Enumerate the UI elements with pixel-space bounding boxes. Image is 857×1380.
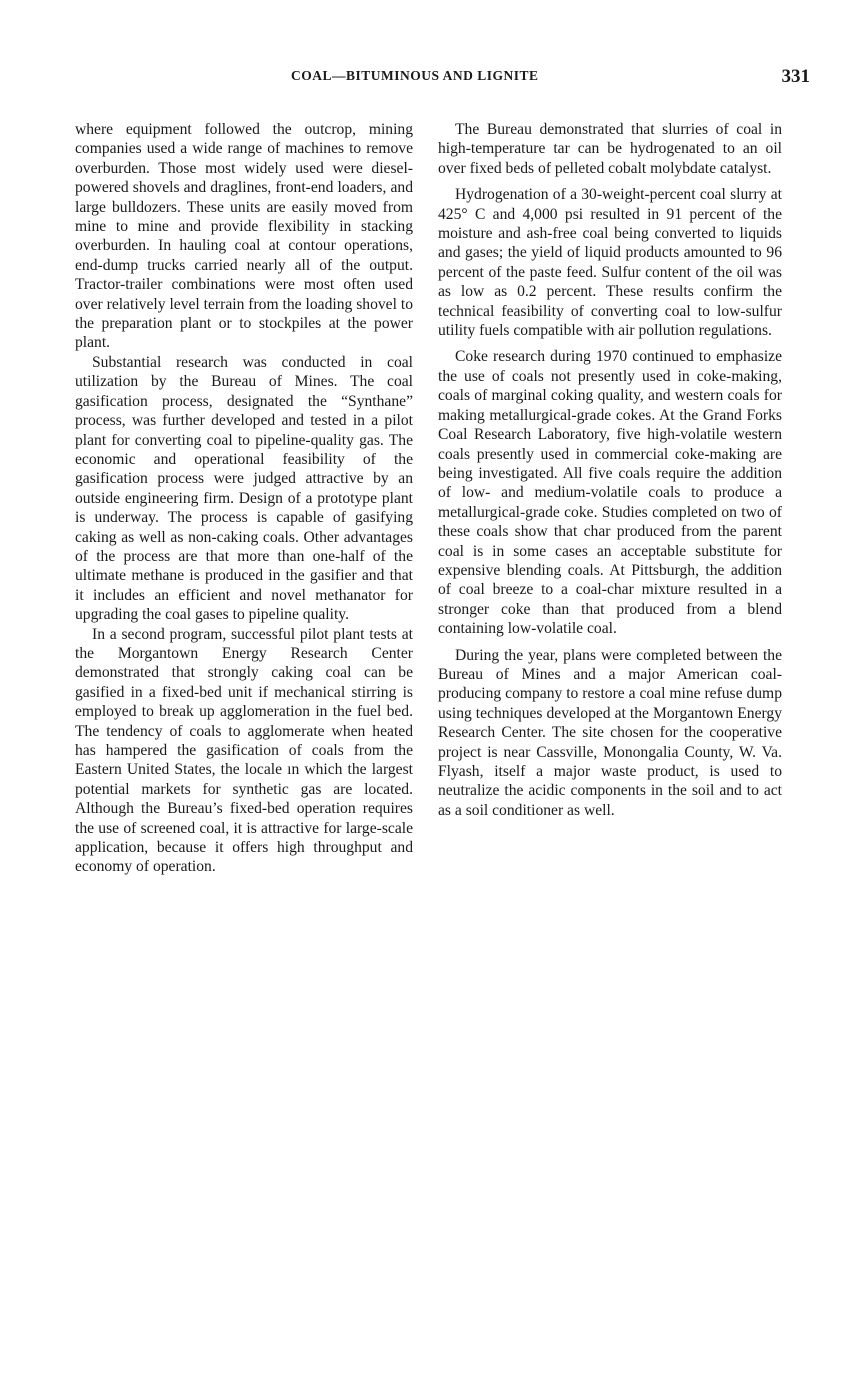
paragraph-gasification-research: Substantial research was conducted in coal utilization by the Bureau of Mines. The coal gasification process, designated the “Synthane” process, was further developed and tested in a pilot plant for converting coal to pipeline-quality gas. The economic and operational feasibility of the gasification process were judged attractive by an outside engineering firm. Design of a prototype plant is underway. The process is capable of gasifying caking as well as non-caking coals. Other advantages of the process are that more than one-half of the ultimate methane is produced in the gasifier and that it includes an efficient and novel methanator for upgrading the coal gases to pipeline quality. [75,353,413,624]
paragraph-coke-research: Coke research during 1970 continued to emphasize the use of coals not presently used in coke-making, coals of marginal coking quality, and western coals for making metallurgical-grade cokes. At the Grand Forks Coal Research Laboratory, five high-volatile western coals presently used in commercial coke-making are being investigated. All five coals require the addition of low- and medium-volatile coals to produce a metallurgical-grade coke. Studies completed on two of these coals show that char produced from the parent coal is in some cases an acceptable substitute for expensive blending coals. At Pittsburgh, the addition of coal breeze to a coal-char mixture resulted in a stronger coke than that produced from a blend containing low-volatile coal. [438,348,782,638]
paragraph-slurry-hydrogenation: The Bureau demonstrated that slurries of coal in high-temperature tar can be hydrogenated to an oil over fixed beds of pelleted cobalt molybdate catalyst. [438,121,782,177]
right-column [438,120,782,827]
running-head-title: COAL—BITUMINOUS AND LIGNITE [291,68,539,83]
left-column [75,120,413,877]
paragraph-hydrogenation-results: Hydrogenation of a 30-weight-percent coal slurry at 425° C and 4,000 psi resulted in 91 percent of the moisture and ash-free coal being converted to liquids and gases; the yield of liquid products amounted to 96 percent of the paste feed. Sulfur content of the oil was as low as 0.2 percent. These results confirm the technical feasibility of converting coal to low-sulfur utility fuels compatible with air pollution regulations. [438,186,782,340]
running-head [0,66,857,90]
paragraph-pilot-plant-tests: In a second program, successful pilot plant tests at the Morgantown Energy Research Center demonstrated that strongly caking coal can be gasified in a fixed-bed unit if mechanical stirring is employed to break up agglomeration in the fuel bed. The tendency of coals to agglomerate when heated has hampered the gasification of coals from the Eastern United States, the locale ın which the largest potential markets for synthetic gas are located. Although the Bureau’s fixed-bed operation requires the use of screened coal, it is attractive for large-scale application, because it offers high throughput and economy of operation. [75,625,413,876]
paragraph-refuse-dump-restoration: During the year, plans were completed between the Bureau of Mines and a major American coal-producing company to restore a coal mine refuse dump using techniques developed at the Morgantown Energy Research Center. The site chosen for the cooperative project is near Cassville, Monongalia County, W. Va. Flyash, itself a major waste product, is used to neutralize the acidic components in the soil and to act as a soil conditioner as well. [438,646,782,819]
paragraph-equipment: where equipment followed the outcrop, mining companies used a wide range of machines to remove overburden. Those most widely used were diesel-powered shovels and draglines, front-end loaders, and large bulldozers. These units are easily moved from mine to mine and provide flexibility in stacking overburden. In hauling coal at contour operations, end-dump trucks carried nearly all of the output. Tractor-trailer combinations were most often used over relatively level terrain from the loading shovel to the preparation plant or to stockpiles at the power plant. [75,121,413,352]
page-number: 331 [781,66,810,87]
